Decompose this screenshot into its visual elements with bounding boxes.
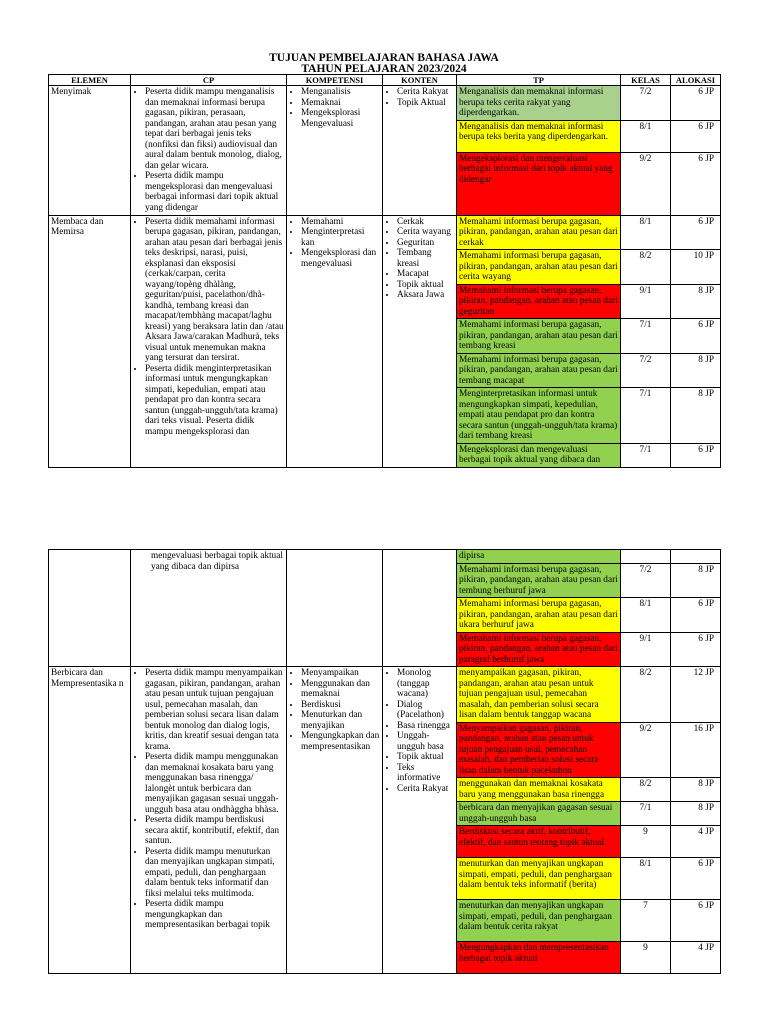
kelas-cell: 7 (621, 900, 671, 942)
alokasi-cell: 8 JP (671, 563, 721, 598)
cp-cell (131, 667, 287, 974)
konten-item: • Cerita Rakyat (397, 87, 454, 98)
kompetensi-cell (287, 667, 383, 974)
tp-cell: Memahami informasi berupa gagasan, pikiran, pandangan, arahan atau pesan dari paragraf berhuruf jawa (457, 632, 621, 667)
table-header-row (49, 75, 721, 86)
alokasi-cell: 8 JP (671, 284, 721, 319)
kelas-cell: 9 (621, 826, 671, 858)
alokasi-cell: 6 JP (671, 120, 721, 152)
tp-cell: Memahami informasi berupa gagasan, pikiran, pandangan, arahan atau pesan dari geguritan (457, 284, 621, 319)
kelas-cell: 9/2 (621, 152, 671, 215)
tp-cell: Mengeksplorasi dan mengevaluasi berbagai topik aktual yang dibaca dan (457, 443, 621, 467)
alokasi-cell: 6 JP (671, 632, 721, 667)
alokasi-cell: 16 JP (671, 722, 721, 778)
konten-item: • Geguritan (397, 238, 454, 249)
cp-item: • Peserta didik memahami informasi berupa gagasan, pikiran, pandangan, arahan atau pesan dari berbagai jenis teks deskripsi, narasi, puisi, eksplanasi dan eksposisi (cerkak/carpan, cerita wayang/topèng dhàlàng, geguritan/puisi, pacelathon/dhà-kandhà, tembang kreasi dan macapat/tembhàng macapat/laghu kreasi) yang beraksara latin dan /atau Aksara Jawa/carakan Madhurà, teks visual untuk menemukan makna yang tersurat dan tersirat. (145, 217, 284, 364)
tp-cell: berbicara dan menyajikan gagasan sesuai unggah-ungguh basa (457, 802, 621, 826)
kompetensi-cell (287, 215, 383, 467)
tp-cell: Mengeksplorasi dan mengevaluasi berbagai informasi dari topik aktual yang didengar (457, 152, 621, 215)
konten-item: • Topik aktual (397, 752, 454, 763)
elemen-cell: Membaca dan Memirsa (49, 215, 131, 467)
konten-item: • Dialog (Pacelathon) (397, 700, 454, 721)
tp-cell: Memahami informasi berupa gagasan, pikiran, pandangan, arahan atau pesan dari tembang kreasi (457, 319, 621, 354)
konten-item: • Cerita wayang (397, 227, 454, 238)
cp-item: • Peserta didik mampu berdiskusi secara aktif, kontributif, efektif, dan santun. (145, 815, 284, 847)
alokasi-cell: 10 JP (671, 250, 721, 285)
konten-item: • Unggah-ungguh basa (397, 731, 454, 752)
cp-item: • Peserta didik mampu menyampaikan gagasan, pikiran, pandangan, arahan atau pesan untuk tujuan pengajuan usul, pemecahan masalah, dan pemberian solusi secara lisan dalam bentuk monolog dan dialog logis, kritis, dan kreatif sesuai dengan tata krama. (145, 668, 284, 752)
konten-item: • Basa rinengga (397, 721, 454, 732)
cp-item: • Peserta didik mampu menggunakan dan memaknai kosakata baru yang menggunakan basa rinengga/ lalongèt untuk berbicara dan menyajikan gagasan sesuai unggah-ungguh basa atau ondhàggha bhàsa. (145, 752, 284, 815)
alokasi-cell: 6 JP (671, 215, 721, 250)
kompetensi-item: • Menginterpretasi kan (301, 227, 380, 248)
tp-table-page2 (48, 549, 721, 974)
alokasi-cell: 6 JP (671, 900, 721, 942)
konten-item: • Topik aktual (397, 280, 454, 291)
table-row (49, 86, 721, 121)
alokasi-cell: 6 JP (671, 858, 721, 900)
tp-cell: Memahami informasi berupa gagasan, pikiran, pandangan, arahan atau pesan dari tembung berhuruf jawa (457, 563, 621, 598)
cp-item: • Peserta didik mampu menuturkan dan menyajikan ungkapan simpati, empati, peduli, dan penghargaan dalam bentuk teks informatif dan fiksi melalui teks multimoda. (145, 847, 284, 900)
tp-table-page1 (48, 74, 721, 468)
document-subtitle: TAHUN PELAJARAN 2023/2024 (301, 63, 467, 75)
kelas-cell: 8/2 (621, 250, 671, 285)
tp-cell: Memahami informasi berupa gagasan, pikiran, pandangan, arahan atau pesan dari cerkak (457, 215, 621, 250)
cp-cell (131, 215, 287, 467)
kompetensi-item: • Mengeksplorasi dan mengevaluasi (301, 248, 380, 269)
kelas-cell: 9 (621, 942, 671, 974)
tp-cell: menggunakan dan memaknai kosakata baru yang menggunakan basa rinengga (457, 778, 621, 802)
tp-cell: Menyampaikan gagasan, pikiran, pandangan, arahan atau pesan untuk tujuan pengajuan usul, pemecahan masalah, dan pemberian solusi secara lisan dalam bentuk pacelathon (457, 722, 621, 778)
table-row (49, 550, 721, 564)
konten-item: • Cerita Rakyat (397, 784, 454, 795)
elemen-cell (49, 550, 131, 667)
kompetensi-item: • Berdiskusi (301, 700, 380, 711)
alokasi-cell: 6 JP (671, 86, 721, 121)
column-header: CP (131, 75, 287, 86)
konten-item: • Tembang kreasi (397, 248, 454, 269)
tp-cell: Menganalisis dan memaknai informasi berupa teks cerita rakyat yang diperdengarkan. (457, 86, 621, 121)
cp-item: • Peserta didik mampu mengungkapkan dan mempresentasikan berbagai topik (145, 899, 284, 931)
tp-cell: Memahami informasi berupa gagasan, pikiran, pandangan, arahan atau pesan dari cerita wayang (457, 250, 621, 285)
kompetensi-item: • Menyampaikan (301, 668, 380, 679)
kelas-cell: 8/1 (621, 215, 671, 250)
tp-cell: menuturkan dan menyajikan ungkapan simpati, empati, peduli, dan penghargaan dalam bentuk cerita rakyat (457, 900, 621, 942)
kelas-cell: 8/2 (621, 667, 671, 723)
kelas-cell: 8/1 (621, 858, 671, 900)
kompetensi-item: • Memaknai (301, 98, 380, 109)
kompetensi-cell (287, 86, 383, 216)
column-header: ELEMEN (49, 75, 131, 86)
alokasi-cell: 8 JP (671, 388, 721, 444)
tp-cell: Menganalisis dan memaknai informasi berupa teks berita yang diperdengarkan. (457, 120, 621, 152)
kelas-cell: 8/1 (621, 120, 671, 152)
alokasi-cell: 6 JP (671, 598, 721, 633)
tp-cell: Menginterpretasikan informasi untuk mengungkapkan simpati, kepedulian, empati atau pendapat pro dan kontra secara santun (unggah-ungguh/tata krama) dari tembang kreasi (457, 388, 621, 444)
kompetensi-item: • Menganalisis (301, 87, 380, 98)
column-header: ALOKASI (671, 75, 721, 86)
kompetensi-item: • Mengeksplorasi Mengevaluasi (301, 108, 380, 129)
alokasi-cell: 6 JP (671, 443, 721, 467)
cp-item: • Peserta didik mampu mengeksplorasi dan mengevaluasi berbagai informasi dari topik aktual yang didengar (145, 171, 284, 213)
alokasi-cell: 8 JP (671, 802, 721, 826)
cp-cell (131, 86, 287, 216)
kelas-cell: 8/1 (621, 598, 671, 633)
kelas-cell (621, 550, 671, 564)
alokasi-cell: 4 JP (671, 826, 721, 858)
konten-item: • Monolog (tanggap wacana) (397, 668, 454, 700)
elemen-cell: Berbicara dan Mempresentasika n (49, 667, 131, 974)
alokasi-cell: 6 JP (671, 152, 721, 215)
kompetensi-item: • Menuturkan dan menyajikan (301, 710, 380, 731)
kompetensi-item: • Menggunakan dan memaknai (301, 679, 380, 700)
kelas-cell: 7/2 (621, 563, 671, 598)
alokasi-cell: 8 JP (671, 353, 721, 388)
alokasi-cell (671, 550, 721, 564)
konten-item: • Topik Aktual (397, 98, 454, 109)
kelas-cell: 7/2 (621, 86, 671, 121)
konten-cell (383, 550, 457, 667)
cp-item: • Peserta didik mampu menganalisis dan memaknai informasi berupa gagasan, pikiran, perasaan, pandangan, arahan atau pesan yang tepat dari berbagai jenis teks (nonfiksi dan fiksi) audiovisual dan aural dalam bentuk monolog, dialog, dan gelar wicara. (145, 87, 284, 171)
tp-cell: menyampaikan gagasan, pikiran, pandangan, arahan atau pesan untuk tujuan pengajuan usul, pemecahan masalah, dan pemberian solusi secara lisan dalam bentuk tanggap wacana (457, 667, 621, 723)
kelas-cell: 9/1 (621, 632, 671, 667)
table-row (49, 667, 721, 723)
konten-item: • Cerkak (397, 217, 454, 228)
kompetensi-cell (287, 550, 383, 667)
table-row (49, 215, 721, 250)
kelas-cell: 7/2 (621, 353, 671, 388)
column-header: KELAS (621, 75, 671, 86)
alokasi-cell: 12 JP (671, 667, 721, 723)
tp-cell: menuturkan dan menyajikan ungkapan simpati, empati, peduli, dan penghargaan dalam bentuk teks informatif (berita) (457, 858, 621, 900)
alokasi-cell: 8 JP (671, 778, 721, 802)
cp-cell: mengevaluasi berbagai topik aktual yang dibaca dan dipirsa (131, 550, 287, 667)
kompetensi-item: • Memahami (301, 217, 380, 228)
kelas-cell: 7/1 (621, 443, 671, 467)
kelas-cell: 9/1 (621, 284, 671, 319)
column-header: KONTEN (383, 75, 457, 86)
cp-item: • Peserta didik menginterpretasikan informasi untuk mengungkapkan simpati, kepedulian, empati atau pendapat pro dan kontra secara santun (unggah-ungguh/tata krama) dari teks visual. Peserta didik mampu mengeksplorasi dan (145, 364, 284, 438)
tp-cell: Memahami informasi berupa gagasan, pikiran, pandangan, arahan atau pesan dari tembang macapat (457, 353, 621, 388)
konten-item: • Macapat (397, 269, 454, 280)
tp-cell: Mengungkapkan dan mempresentasikan berbagai topik aktual (457, 942, 621, 974)
elemen-cell: Menyimak (49, 86, 131, 216)
document-title: TUJUAN PEMBELAJARAN BAHASA JAWA (269, 52, 499, 64)
kelas-cell: 8/2 (621, 778, 671, 802)
column-header: KOMPETENSI (287, 75, 383, 86)
tp-cell: Memahami informasi berupa gagasan, pikiran, pandangan, arahan atau pesan dari ukara berhuruf jawa (457, 598, 621, 633)
konten-cell (383, 215, 457, 467)
kelas-cell: 7/1 (621, 802, 671, 826)
alokasi-cell: 4 JP (671, 942, 721, 974)
kelas-cell: 9/2 (621, 722, 671, 778)
konten-item: • Aksara Jawa (397, 290, 454, 301)
column-header: TP (457, 75, 621, 86)
kelas-cell: 7/1 (621, 388, 671, 444)
alokasi-cell: 6 JP (671, 319, 721, 354)
tp-cell: Berdiskusi secara aktif, kontributif, efektif, dan santun tentang topik aktual (457, 826, 621, 858)
konten-cell (383, 86, 457, 216)
kompetensi-item: • Mengungkapkan dan mempresentasikan (301, 731, 380, 752)
kelas-cell: 7/1 (621, 319, 671, 354)
konten-cell (383, 667, 457, 974)
konten-item: • Teks informative (397, 763, 454, 784)
tp-cell: dipirsa (457, 550, 621, 564)
